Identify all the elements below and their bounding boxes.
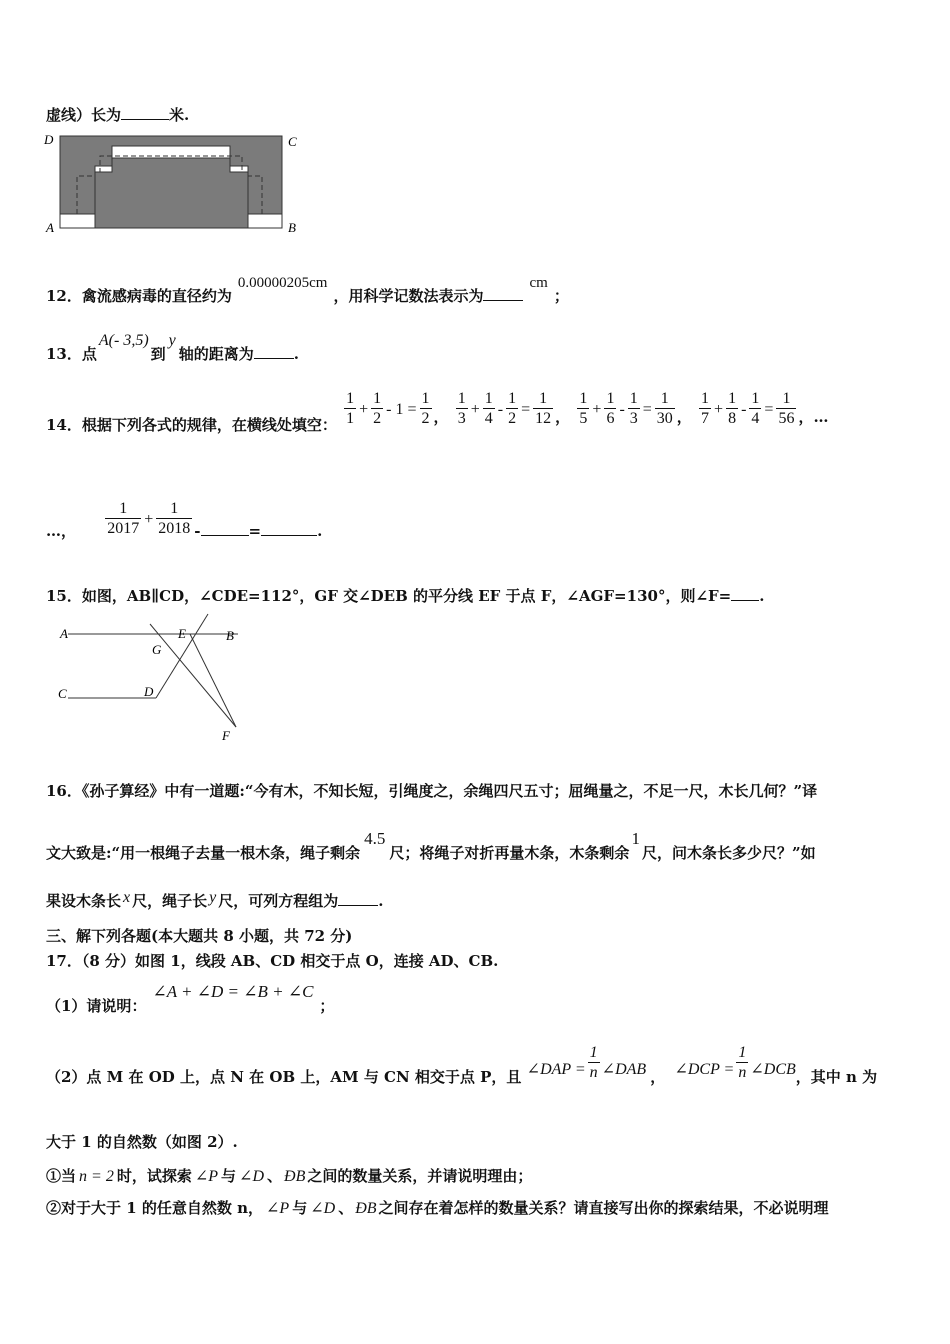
q13-axis: y	[168, 332, 176, 349]
fig15-label-g: G	[152, 642, 162, 657]
question-16-line1: 16．《孙子算经》中有一道题:“今有木，不知长短，引绳度之，余绳四尺五寸；屈绳量之，不足一尺，木长几何？”译	[46, 782, 818, 800]
q11-tail: 虚线）长为 米.	[46, 106, 190, 124]
answer-blank	[731, 586, 759, 601]
fig11-label-c: C	[288, 134, 297, 149]
fig15-label-f: F	[222, 728, 230, 743]
section-3-title: 三、解下列各题(本大题共 8 小题，共 72 分)	[46, 927, 353, 945]
q17-formula-1: ∠A + ∠D = ∠B + ∠C	[152, 982, 314, 1001]
question-17-header: 17．（8 分）如图 1，线段 AB、CD 相交于点 O，连接 AD、CB.	[46, 952, 499, 970]
question-16-line3: 果设木条长 x 尺，绳子长 y 尺，可列方程组为 .	[46, 889, 384, 910]
fig15-label-c: C	[58, 686, 67, 701]
q12-unit: cm	[529, 275, 548, 291]
fig15-label-a: A	[60, 626, 68, 641]
question-17-part2: （2）点 M 在 OD 上，点 N 在 OB 上，AM 与 CN 相交于点 P，且 ∠DAP = $\frac{1}{n}$ ∠DAB ， ∠DCP = $\frac{1}{n}$ ∠DCB，其中 n 为	[46, 1044, 878, 1086]
q12-value: 0.00000205cm	[237, 275, 328, 291]
fig15-label-d: D	[144, 684, 154, 699]
question-17-part2-cont: 大于 1 的自然数（如图 2）.	[46, 1133, 238, 1151]
question-12: 12．禽流感病毒的直径约为0.00000205cm，用科学记数法表示为cm；	[46, 275, 569, 305]
fig11-label-d: D	[44, 132, 54, 147]
q13-point: A(- 3,5)	[98, 332, 149, 349]
question-16-line2: 文大致是:“用一根绳子去量一根木条，绳子剩余4.5尺；将绳子对折再量木条，木条剩余1尺，问木条长多少尺？”如	[46, 829, 816, 862]
question-15: 15．如图，AB∥CD，∠CDE=112°，GF 交∠DEB 的平分线 EF 于点 F，∠AGF=130°，则∠F= .	[46, 587, 765, 605]
fig11-inner-block	[95, 158, 248, 228]
question-13: 13．点A(- 3,5)到y轴的距离为 .	[46, 332, 300, 363]
fig15-label-b: B	[226, 628, 234, 643]
fig15-label-e: E	[178, 626, 186, 641]
answer-blank	[254, 344, 294, 359]
answer-blank	[121, 105, 169, 120]
answer-blank	[483, 286, 523, 301]
answer-blank	[261, 521, 317, 536]
answer-blank	[201, 521, 249, 536]
question-17-part1: （1）请说明：∠A + ∠D = ∠B + ∠C；	[46, 982, 335, 1015]
question-17-sub2: ②对于大于 1 的任意自然数 n， ∠P 与 ∠D 、 ÐB 之间存在着怎样的数量关系？请直接写出你的探索结果，不必说明理	[46, 1199, 829, 1217]
question-17-sub1: ①当 n = 2 时，试探索 ∠P 与 ∠D 、 ÐB 之间的数量关系，并请说明理由；	[46, 1167, 533, 1185]
fig11-label-b: B	[288, 220, 296, 235]
question-14-continued: …， $\frac{1}{2017}$ + $\frac{1}{2018}$ - = .	[46, 500, 323, 540]
answer-blank	[338, 891, 378, 906]
fig11-label-a: A	[46, 220, 54, 235]
figure-q15	[50, 612, 270, 747]
figure-q11	[40, 128, 310, 238]
question-14: 14．根据下列各式的规律，在横线处填空： $\frac{1}{1}$ + $\frac{1}{2}$ - 1 = $\frac{1}{2}$ ， $\frac{1}{3}$ + $\frac{1}{4}$ - $\frac{1}{2}$ = $\frac{1}{12}$ ， $\frac{1}{5}$ + $\frac{1}{6}$ - $\frac{1}{3}$ = $\frac{1}{30}$ ， $\frac{1}{7}$ + $\frac{1}{8}$ - $\frac{1}{4}$ = $\frac{1}{56}$ ，…	[46, 390, 829, 434]
